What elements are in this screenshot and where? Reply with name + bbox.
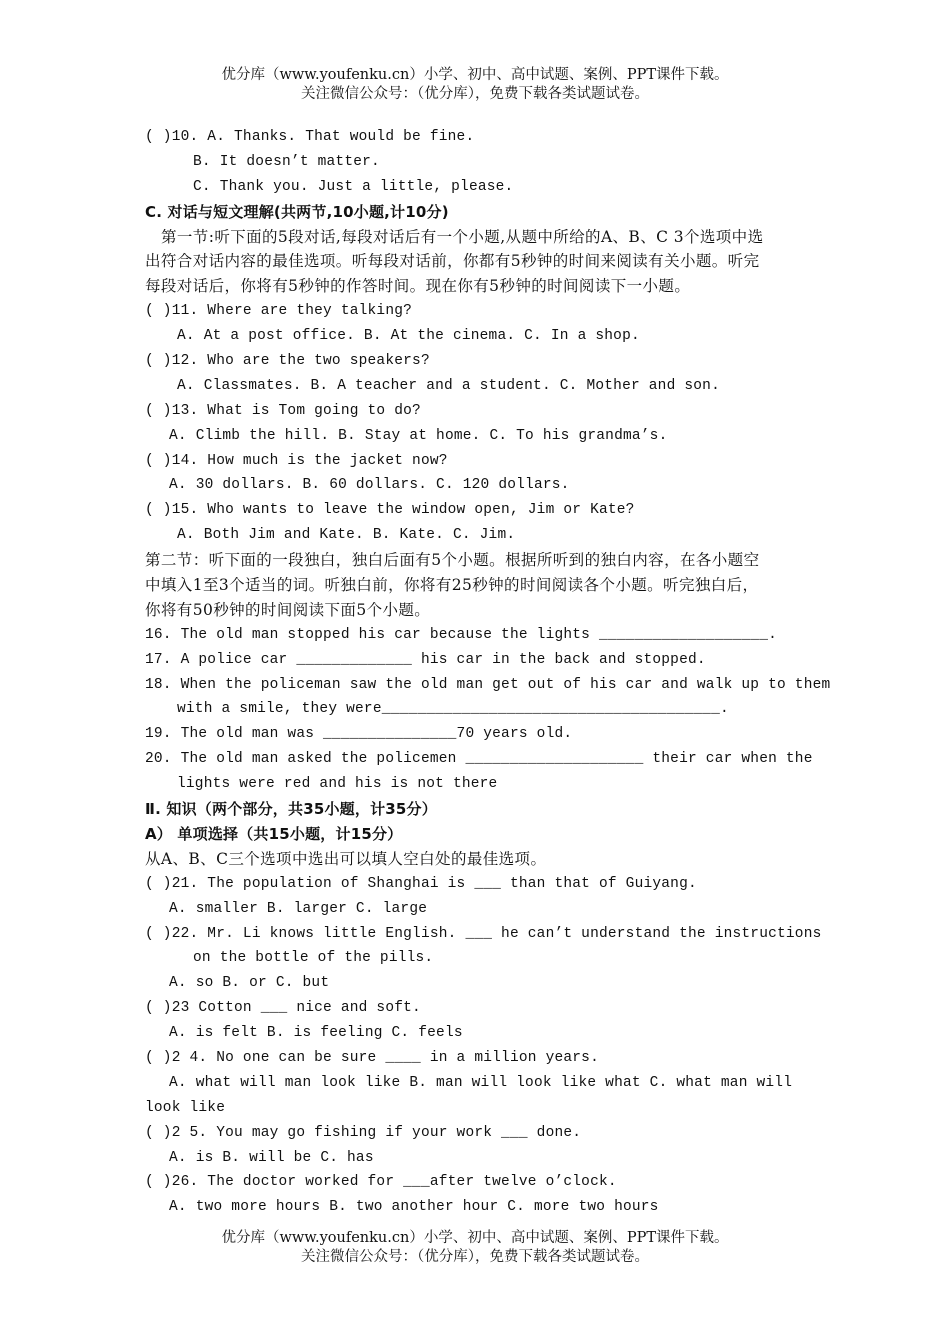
- instruction-line: 你将有50秒钟的时间阅读下面5个小题。: [145, 600, 431, 619]
- option-line: B. It doesn’t matter.: [193, 153, 380, 170]
- option-line-cont: look like: [145, 1099, 226, 1116]
- option-line: A. Climb the hill. B. Stay at home. C. To his grandma’s.: [169, 427, 668, 444]
- instruction-line: 从A、B、C三个选项中选出可以填人空白处的最佳选项。: [145, 849, 547, 868]
- option-line: A. 30 dollars. B. 60 dollars. C. 120 dollars.: [169, 477, 570, 494]
- page-footer: [0, 1229, 950, 1267]
- question-26: ( )26. The doctor worked for ___after twelve o’clock.: [145, 1174, 617, 1191]
- option-line: A. is felt B. is feeling C. feels: [169, 1025, 463, 1042]
- question-13: ( )13. What is Tom going to do?: [145, 402, 421, 419]
- question-20: 20. The old man asked the policemen ____________________ their car when the: [145, 751, 813, 768]
- instruction-line: 第二节：听下面的一段独白，独白后面有5个小题。根据所听到的独白内容，在各小题空: [145, 551, 760, 570]
- question-17: 17. A police car _____________ his car in the back and stopped.: [145, 651, 706, 668]
- instruction-line: 中填入1至3个适当的词。听独白前，你将有25秒钟的时间阅读各个小题。听完独白后，: [145, 576, 759, 595]
- question-15: ( )15. Who wants to leave the window open, Jim or Kate?: [145, 502, 635, 519]
- instruction-line: 第一节:听下面的5段对话,每段对话后有一个小题,从题中所给的A、B、C 3个选项中选: [161, 227, 764, 246]
- question-11: ( )11. Where are they talking?: [145, 303, 413, 320]
- option-line: A. At a post office. B. At the cinema. C. In a shop.: [177, 328, 640, 345]
- question-24: ( )2 4. No one can be sure ____ in a million years.: [145, 1049, 599, 1066]
- question-25: ( )2 5. You may go fishing if your work ___ done.: [145, 1124, 582, 1141]
- question-19: 19. The old man was _______________70 years old.: [145, 726, 573, 743]
- question-12: ( )12. Who are the two speakers?: [145, 353, 430, 370]
- page-header: [0, 66, 950, 104]
- question-22: ( )22. Mr. Li knows little English. ___ he can’t understand the instructions: [145, 925, 822, 942]
- option-line: A. is B. will be C. has: [169, 1149, 374, 1166]
- instruction-line: 出符合对话内容的最佳选项。听每段对话前，你都有5秒钟的时间来阅读有关小题。听完: [145, 252, 760, 271]
- exam-content: [145, 125, 831, 1220]
- question-20-cont: lights were red and his is not there: [177, 776, 498, 793]
- section-heading-a: A） 单项选择（共15小题，计15分）: [145, 824, 403, 843]
- instruction-line: 每段对话后，你将有5秒钟的作答时间。现在你有5秒钟的时间阅读下一小题。: [145, 277, 691, 296]
- question-21: ( )21. The population of Shanghai is ___ than that of Guiyang.: [145, 875, 697, 892]
- option-line: A. two more hours B. two another hour C. more two hours: [169, 1199, 659, 1216]
- footer-line-2: 关注微信公众号：（优分库），免费下载各类试题试卷。: [301, 1249, 649, 1265]
- option-line: A. smaller B. larger C. large: [169, 900, 428, 917]
- question-23: ( )23 Cotton ___ nice and soft.: [145, 1000, 421, 1017]
- question-22-cont: on the bottle of the pills.: [193, 950, 434, 967]
- section-heading-ii: Ⅱ. 知识（两个部分，共35小题，计35分）: [145, 800, 437, 819]
- option-line: A. so B. or C. but: [169, 975, 330, 992]
- option-line: C. Thank you. Just a little, please.: [193, 178, 514, 195]
- question-10: ( )10. A. Thanks. That would be fine.: [145, 129, 475, 145]
- option-line: A. what will man look like B. man will look like what C. what man will: [169, 1074, 793, 1091]
- question-16: 16. The old man stopped his car because the lights ___________________.: [145, 626, 778, 643]
- footer-line-1: 优分库（www.youfenku.cn）小学、初中、高中试题、案例、PPT课件下载。: [221, 1230, 729, 1246]
- question-14: ( )14. How much is the jacket now?: [145, 452, 448, 469]
- option-line: A. Classmates. B. A teacher and a student. C. Mother and son.: [177, 377, 720, 394]
- header-line-2: 关注微信公众号：（优分库），免费下载各类试题试卷。: [301, 86, 649, 102]
- question-18-cont: with a smile, they were______________________________________.: [177, 701, 729, 718]
- section-heading-c: C. 对话与短文理解(共两节,10小题,计10分): [145, 202, 449, 221]
- question-18: 18. When the policeman saw the old man get out of his car and walk up to them: [145, 676, 831, 693]
- option-line: A. Both Jim and Kate. B. Kate. C. Jim.: [177, 527, 516, 544]
- header-line-1: 优分库（www.youfenku.cn）小学、初中、高中试题、案例、PPT课件下载。: [221, 67, 729, 83]
